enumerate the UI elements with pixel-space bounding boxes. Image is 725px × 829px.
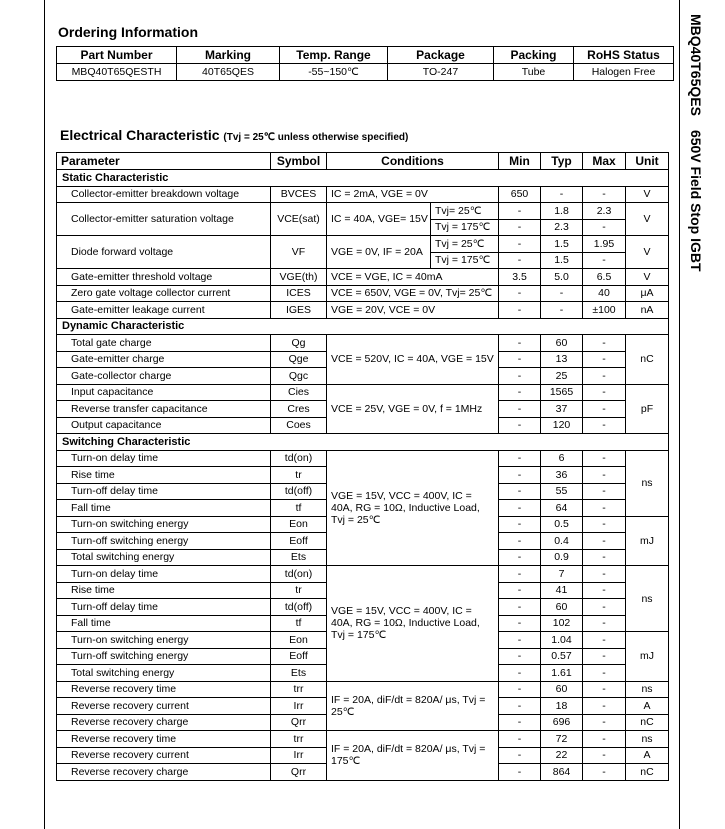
table-row: Gate-emitter leakage current IGES VGE = 20V, VCE = 0V - - ±100 nA: [57, 302, 669, 319]
table-row: Turn-off delay time td(off) - 55 -: [57, 483, 669, 500]
table-row: Input capacitance Cies VCE = 25V, VGE = 0V, f = 1MHz - 1565 - pF: [57, 384, 669, 401]
table-row: Collector-emitter breakdown voltage BVCES IC = 2mA, VGE = 0V 650 - - V: [57, 186, 669, 203]
table-row: Reverse recovery current Irr - 18 - A: [57, 698, 669, 715]
table-row: Collector-emitter saturation voltage VCE(sat) IC = 40A, VGE= 15V Tvj= 25℃ - 1.8 2.3 V: [57, 203, 669, 220]
table-row: Diode forward voltage VF VGE = 0V, IF = 20A Tvj = 25℃ - 1.5 1.95 V: [57, 236, 669, 253]
table-row: Reverse recovery time trr IF = 20A, diF/dt = 820A/ μs, Tvj = 25℃ - 60 - ns: [57, 681, 669, 698]
table-row: Output capacitance Coes - 120 -: [57, 417, 669, 434]
ordering-title: Ordering Information: [58, 24, 198, 40]
table-row: Turn-off switching energy Eoff - 0.4 -: [57, 533, 669, 550]
table-row: Rise time tr - 36 -: [57, 467, 669, 484]
electrical-title: Electrical Characteristic (Tvj = 25℃ unless otherwise specified): [60, 127, 409, 143]
electrical-table: Parameter Symbol Conditions Min Typ Max Unit Static Characteristic Collector-emitter breakdown voltage BVCES IC = 2mA, VGE = 0V 650 - - V Collector-emitter saturation voltage VCE(sat) IC = 40A, VGE= 15V Tvj= 25℃ - 1.8 2.3 V Tvj = 175℃ - 2.3 - Diode forward voltage VF VGE = 0V, IF = 20A Tvj = 25℃ - 1.5 1.95 V Tvj = 175℃ - 1.5 - Gate-emitter threshold voltage VGE(th) VCE = VGE, IC = 40mA 3.5 5.0 6.5 V Zero gate voltage collector current ICES VCE = 650V, VGE = 0V, Tvj= 25℃ - - 40 μA Gate-emitter leakage current IGES VGE = 20V, VCE = 0V - - ±100 nA Dynamic Characteristic Total gate charge Qg VCE = 520V, IC = 40A, VGE = 15V - 60 - nC Gate-emitter charge Qge - 13 - Gate-collector charge Qgc - 25 - Input capacitance Cies VCE = 25V, VGE = 0V, f = 1MHz - 1565 - pF Reverse transfer capacitance Cres - 37 - Output capacitance Coes - 120 - Switching Characteristic Turn-on delay time td(on) VGE = 15V, VCC = 400V, IC = 40A, RG = 10Ω, Inductive Load, Tvj = 25℃ - 6 - ns Rise time tr - 36 - Turn-off delay time td(off) - 55 - Fall time tf - 64 - Turn-on switching energy Eon - 0.5 - mJ Turn-off switching energy Eoff - 0.4 - Total switching energy Ets - 0.9 - Turn-on delay time td(on) VGE = 15V, VCC = 400V, IC = 40A, RG = 10Ω, Inductive Load, Tvj = 175℃ - 7 - ns Rise time tr - 41 - Turn-off delay time td(off) - 60 - Fall time tf - 102 - Turn-on switching energy Eon - 1.04 - mJ Turn-off switching energy Eoff - 0.57 - Total switching energy Ets - 1.61 - Reverse recovery time trr IF = 20A, diF/dt = 820A/ μs, Tvj = 25℃ - 60 - ns Reverse recovery current Irr - 18 - A Reverse recovery charge Qrr - 696 - nC Reverse recovery time trr IF = 20A, diF/dt = 820A/ μs, Tvj = 175℃ - 72 - ns Reverse recovery current Irr - 22 - A Reverse recovery charge Qrr - 864 - nC: [56, 152, 669, 781]
table-row: Reverse recovery current Irr - 22 - A: [57, 747, 669, 764]
table-row: Total switching energy Ets - 1.61 -: [57, 665, 669, 682]
table-row: Rise time tr - 41 -: [57, 582, 669, 599]
side-title: MBQ40T65QES650V Field Stop IGBT: [688, 14, 704, 272]
table-row: Reverse recovery time trr IF = 20A, diF/dt = 820A/ μs, Tvj = 175℃ - 72 - ns: [57, 731, 669, 748]
table-row: Reverse recovery charge Qrr - 864 - nC: [57, 764, 669, 781]
ordering-table: Part Number Marking Temp. Range Package Packing RoHS Status MBQ40T65QESTH 40T65QES -55~150℃ TO-247 Tube Halogen Free: [56, 46, 674, 81]
table-row: Gate-collector charge Qgc - 25 -: [57, 368, 669, 385]
table-row: Fall time tf - 64 -: [57, 500, 669, 517]
table-row: Gate-emitter threshold voltage VGE(th) VCE = VGE, IC = 40mA 3.5 5.0 6.5 V: [57, 269, 669, 286]
table-row: Turn-on switching energy Eon - 0.5 - mJ: [57, 516, 669, 533]
table-row: Turn-on switching energy Eon - 1.04 - mJ: [57, 632, 669, 649]
table-row: Reverse transfer capacitance Cres - 37 -: [57, 401, 669, 418]
table-row: Turn-off delay time td(off) - 60 -: [57, 599, 669, 616]
table-row: Zero gate voltage collector current ICES VCE = 650V, VGE = 0V, Tvj= 25℃ - - 40 μA: [57, 285, 669, 302]
table-row: Total gate charge Qg VCE = 520V, IC = 40A, VGE = 15V - 60 - nC: [57, 335, 669, 352]
table-row: Turn-off switching energy Eoff - 0.57 -: [57, 648, 669, 665]
table-row: Turn-on delay time td(on) VGE = 15V, VCC = 400V, IC = 40A, RG = 10Ω, Inductive Load, Tvj = 25℃ - 6 - ns: [57, 450, 669, 467]
table-row: Tvj = 175℃ - 1.5 -: [57, 252, 669, 269]
table-row: Tvj = 175℃ - 2.3 -: [57, 219, 669, 236]
table-row: Reverse recovery charge Qrr - 696 - nC: [57, 714, 669, 731]
table-row: Turn-on delay time td(on) VGE = 15V, VCC = 400V, IC = 40A, RG = 10Ω, Inductive Load, Tvj = 175℃ - 7 - ns: [57, 566, 669, 583]
table-row: Fall time tf - 102 -: [57, 615, 669, 632]
table-row: Total switching energy Ets - 0.9 -: [57, 549, 669, 566]
table-row: Gate-emitter charge Qge - 13 -: [57, 351, 669, 368]
